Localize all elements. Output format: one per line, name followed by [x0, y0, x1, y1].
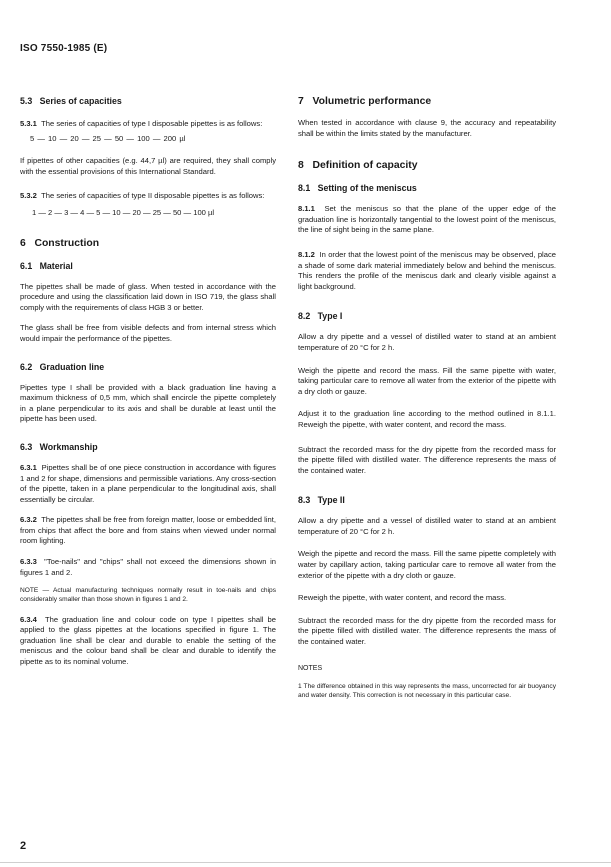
section-title: Graduation line — [39, 361, 105, 372]
section-number: 8.2 — [298, 311, 311, 322]
section-number: 8 — [298, 160, 304, 172]
section-number: 6.1 — [20, 260, 33, 271]
section-7-heading — [298, 95, 556, 108]
section-number: 6.2 — [20, 361, 33, 372]
section-6-1-heading — [20, 260, 276, 272]
paragraph-8-3-b: Weigh the pipette and record the mass. Fill the same pipette completely with water by capillary action, taking particular care to remove all water from the exterior of the pipette with a dry cloth or gauze. — [298, 549, 556, 580]
section-number: 8.3 — [298, 495, 311, 506]
right-column — [298, 95, 556, 701]
paragraph-6-2: Pipettes type I shall be provided with a black graduation line having a maximum thickness of 0,5 mm, which shall encircle the pipette completely in a plane perpendicular to its axis and shall be durable at least until the pipette has been used. — [20, 382, 276, 424]
paragraph-6-3-2 — [20, 515, 276, 547]
section-number: 7 — [298, 96, 304, 107]
section-6-heading — [20, 237, 276, 250]
section-title: Setting of the meniscus — [317, 183, 417, 194]
capacity-series-type-2: 1 — 2 — 3 — 4 — 5 — 10 — 20 — 25 — 50 — 100 µl — [32, 207, 215, 217]
note-1: 1 The difference obtained in this way represents the mass, uncorrected for air buoyancy and water density. This correction is not necessary in this particular case. — [298, 683, 556, 700]
section-title: Type I — [317, 311, 343, 322]
paragraph-text: Pipettes shall be of one piece construction in accordance with figures 1 and 2 for shape, dimensions and permissible variations. Any cross-section of the pipette, taken in a plane perpendicular to the longitudinal axis, shall essentially be circular. — [20, 462, 276, 504]
paragraph-8-1-2 — [298, 250, 556, 292]
clause-number: 6.3.1 — [20, 462, 37, 472]
paragraph-6-1-b: The glass shall be free from visible defects and from internal stress which would impair the performance of the pipettes. — [20, 323, 276, 343]
section-title: Workmanship — [39, 441, 98, 452]
paragraph-8-3-c: Reweigh the pipette, with water content, and record the mass. — [298, 593, 507, 603]
paragraph-text: The series of capacities of type II disposable pipettes is as follows: — [41, 191, 265, 201]
capacity-series-type-1: 5 — 10 — 20 — 25 — 50 — 100 — 200 µl — [30, 133, 186, 143]
section-8-1-heading — [298, 182, 556, 194]
section-title: Definition of capacity — [312, 160, 418, 172]
document-id: ISO 7550-1985 (E) — [20, 43, 108, 54]
paragraph-text: The graduation line and colour code on type I pipettes shall be applied to the glass pipettes at the locations specified in figure 1. The graduation line shall be clear and durable to enable the setting of the meniscus and the colour band shall be clear and durable to identify the pipette as to its nominal volume. — [20, 614, 276, 667]
paragraph-6-1-a: The pipettes shall be made of glass. When tested in accordance with the procedure and using the classification laid down in ISO 719, the glass shall comply with the requirements of class HGB 3 or better. — [20, 281, 276, 312]
clause-number: 6.3.2 — [20, 515, 37, 525]
paragraph-7: When tested in accordance with clause 9, the accuracy and repeatability shall be within the limits stated by the manufacturer. — [298, 118, 556, 138]
section-title: Type II — [317, 495, 345, 506]
paragraph-text: Set the meniscus so that the plane of the upper edge of the graduation line is horizontally tangential to the lowest point of the meniscus, the line of sight being in the same plane. — [298, 204, 556, 235]
clause-number: 5.3.2 — [20, 191, 37, 201]
section-6-2-heading — [20, 361, 276, 373]
clause-number: 6.3.4 — [20, 614, 37, 624]
section-8-2-heading — [298, 310, 556, 322]
paragraph-6-3-3 — [20, 557, 276, 578]
section-number: 5.3 — [20, 96, 33, 106]
paragraph-text: In order that the lowest point of the meniscus may be observed, place a shade of some dark material immediately below and behind the meniscus. This renders the profile of the meniscus dark and clearly visible against a light background. — [298, 249, 556, 291]
section-title: Volumetric performance — [312, 96, 432, 107]
paragraph-8-2-c: Adjust it to the graduation line according to the method outlined in 8.1.1. Reweigh the pipette, with water content, and record the mass. — [298, 409, 556, 429]
paragraph-8-3-d: Subtract the recorded mass for the dry pipette from the recorded mass for the pipette filled with distilled water. The difference represents the mass of the contained water. — [298, 615, 556, 647]
paragraph-8-3-a: Allow a dry pipette and a vessel of distilled water to stand at an ambient temperature of 20 °C for 2 h. — [298, 516, 556, 536]
section-title: Material — [39, 260, 73, 271]
paragraph-5-3-1 — [20, 119, 276, 130]
section-6-3-heading — [20, 441, 276, 453]
paragraph-5-3-1b: If pipettes of other capacities (e.g. 44,7 µl) are required, they shall comply with the essential provisions of this International Standard. — [20, 156, 276, 176]
left-column — [20, 95, 276, 668]
clause-number: 6.3.3 — [20, 557, 37, 567]
section-title: Construction — [34, 237, 100, 249]
section-title: Series of capacities — [39, 96, 122, 106]
section-5-3-heading — [20, 95, 276, 107]
paragraph-8-2-a: Allow a dry pipette and a vessel of distilled water to stand at an ambient temperature of 20 °C for 2 h. — [298, 332, 556, 352]
section-number: 6.3 — [20, 441, 33, 452]
paragraph-5-3-2 — [20, 191, 276, 202]
clause-number: 8.1.2 — [298, 249, 315, 259]
section-number: 6 — [20, 237, 26, 249]
paragraph-8-1-1 — [298, 204, 556, 236]
section-8-3-heading — [298, 494, 556, 506]
section-number: 8.1 — [298, 183, 311, 194]
paragraph-6-3-4 — [20, 615, 276, 668]
paragraph-8-2-b: Weigh the pipette and record the mass. Fill the same pipette with water, taking particular care to remove all water from the exterior of the pipette with a dry cloth or gauze. — [298, 365, 556, 396]
paragraph-8-2-d: Subtract the recorded mass for the dry pipette from the recorded mass for the pipette filled with distilled water. The difference represents the mass of the contained water. — [298, 444, 556, 475]
paragraph-text: The pipettes shall be free from foreign matter, loose or embedded lint, from chips that affect the bore and from stains when viewed under normal room lighting. — [20, 515, 276, 546]
note-toe-nails: NOTE — Actual manufacturing techniques normally result in toe-nails and chips considerably smaller than those shown in figures 1 and 2. — [20, 587, 276, 604]
paragraph-6-3-1 — [20, 463, 276, 505]
paragraph-text: "Toe-nails" and "chips" shall not exceed the dimensions shown in figures 1 and 2. — [20, 557, 276, 577]
page-bottom-rule — [0, 862, 611, 863]
paragraph-text: The series of capacities of type I disposable pipettes is as follows: — [41, 119, 263, 128]
clause-number: 8.1.1 — [298, 204, 315, 214]
clause-number: 5.3.1 — [20, 119, 37, 128]
section-8-heading — [298, 159, 556, 172]
page-number: 2 — [20, 840, 27, 852]
notes-title: NOTES — [298, 664, 323, 672]
